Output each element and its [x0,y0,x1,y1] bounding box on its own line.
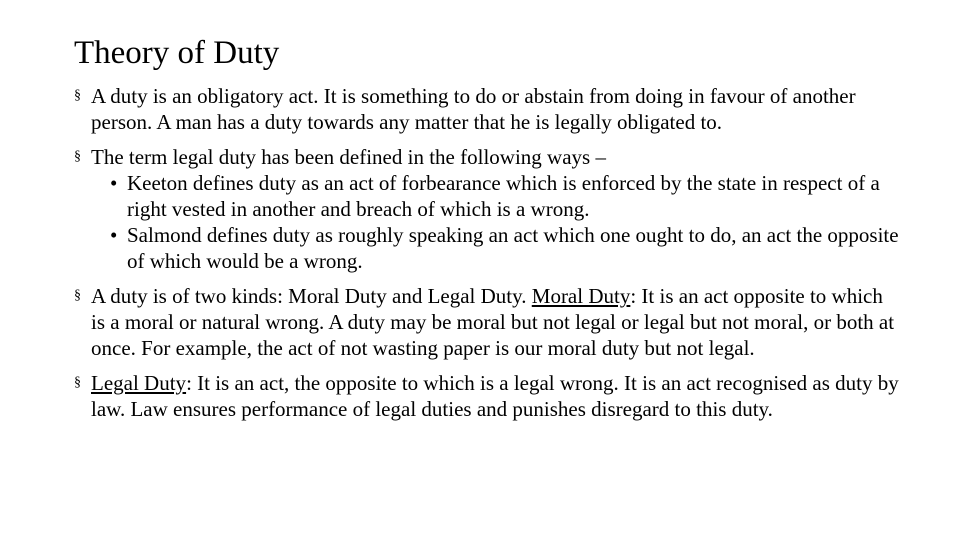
sub-bullet-point [74,222,900,274]
bullet-point [74,144,900,170]
bullet-text: The term legal duty has been defined in the following ways – [91,145,606,169]
section-bullet-icon: § [74,288,81,303]
dot-bullet-icon: • [110,223,118,247]
section-bullet-icon: § [74,149,81,164]
sub-bullet-list [74,170,900,274]
section-bullet-icon: § [74,88,81,103]
legal-duty-term: Legal Duty [91,371,187,395]
bullet-text: A duty is an obligatory act. It is something to do or abstain from doing in favour of another person. A man has a duty towards any matter that he is legally obligated to. [91,84,856,134]
sub-bullet-point [74,170,900,222]
dot-bullet-icon: • [110,171,118,195]
section-bullet-icon: § [74,375,81,390]
bullet-point [74,283,900,361]
bullet-text-lead: A duty is of two kinds: Moral Duty and Legal Duty. [91,284,532,308]
sub-bullet-text: Keeton defines duty as an act of forbearance which is enforced by the state in respect of a right vested in another and breach of which is a wrong. [127,171,880,221]
bullet-point [74,370,900,422]
bullet-text-rest: : It is an act opposite to which is a moral or natural wrong. A duty may be moral but not legal or legal but not moral, or both at once. For example, the act of not wasting paper is our moral duty but not legal. [91,284,895,360]
bullet-text-rest: : It is an act, the opposite to which is a legal wrong. It is an act recognised as duty by law. Law ensures performance of legal duties and punishes disregard to this duty. [91,371,899,421]
slide-title: Theory of Duty [74,35,280,71]
moral-duty-term: Moral Duty [531,284,631,308]
bullet-point [74,83,900,135]
sub-bullet-text: Salmond defines duty as roughly speaking an act which one ought to do, an act the opposite of which would be a wrong. [127,223,899,273]
slide-content [74,83,900,431]
